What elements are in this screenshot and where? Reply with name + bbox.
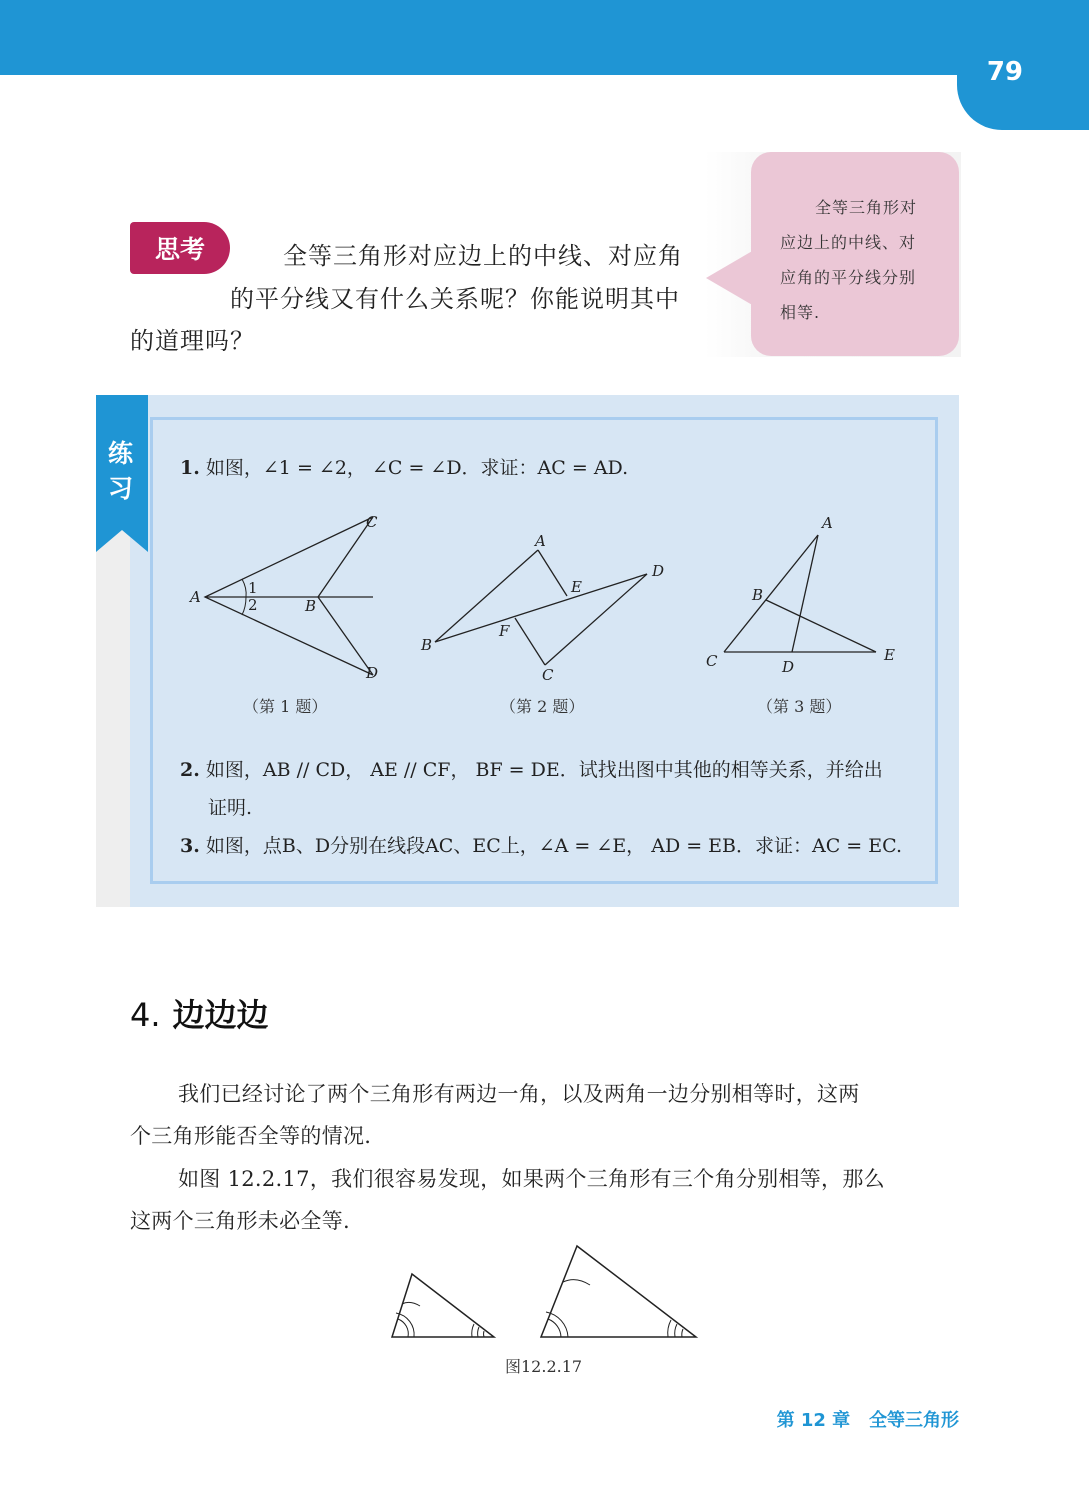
fig3-label-D: D [782, 658, 795, 676]
question-3-number: 3. [180, 835, 200, 857]
callout-line-4: 相等. [780, 303, 821, 322]
fig3-caption: （第 3 题） [757, 697, 842, 716]
callout-line-2: 应边上的中线、对 [780, 233, 917, 252]
practice-tab-char-2: 习 [108, 474, 134, 503]
question-1-number: 1. [180, 457, 200, 479]
fig1-label-D: D [366, 664, 379, 682]
think-text-line-3: 的道理吗？ [130, 327, 255, 355]
fig2-label-C: C [542, 666, 554, 684]
fig1-label-C: C [366, 513, 378, 531]
fig3-label-C: C [706, 652, 718, 670]
footer-chapter-title: 全等三角形 [869, 1410, 959, 1431]
question-2-text: 如图，AB // CD， AE // CF， BF = DE．试找出图中其他的相等关系，并给出 [205, 759, 883, 781]
figure-question-2 [415, 530, 680, 690]
fig2-label-A: A [535, 532, 546, 550]
figure-question-1 [180, 505, 390, 690]
callout-bubble [751, 152, 959, 356]
figure-12-2-17 [380, 1238, 710, 1348]
question-1 [180, 453, 628, 480]
callout-line-1: 全等三角形对 [815, 198, 918, 217]
header-bar [0, 0, 1089, 75]
section-title [130, 990, 269, 1036]
question-2-continuation: 证明. [208, 797, 253, 819]
think-text-line-2: 的平分线又有什么关系呢？你能说明其中 [230, 285, 680, 313]
callout-tail [706, 250, 754, 306]
fig1-label-angle-2: 2 [248, 596, 258, 614]
fig3-label-B: B [752, 586, 764, 604]
fig2-caption: （第 2 题） [500, 697, 585, 716]
question-2-number: 2. [180, 759, 200, 781]
callout-line-3: 应角的平分线分别 [780, 268, 917, 287]
question-1-text: 如图，∠1 = ∠2， ∠C = ∠D．求证：AC = AD. [205, 457, 629, 479]
fig3-label-A: A [822, 514, 833, 532]
figure-question-3 [700, 510, 910, 685]
fig1-label-A: A [190, 588, 201, 606]
paragraph-2-line-2: 这两个三角形未必全等. [130, 1209, 350, 1233]
think-text-line-1: 全等三角形对应边上的中线、对应角 [283, 242, 683, 270]
fig3-label-E: E [884, 646, 895, 664]
page-number: 79 [986, 57, 1023, 87]
fig2-label-D: D [652, 562, 665, 580]
practice-tab-char-1: 练 [108, 439, 134, 468]
fig1-caption: （第 1 题） [243, 697, 328, 716]
footer-chapter-number: 第 12 章 [776, 1410, 851, 1431]
fig1-label-B: B [305, 597, 317, 615]
question-3 [180, 831, 902, 858]
section-number: 4. [130, 996, 161, 1034]
question-2 [180, 755, 883, 782]
fig1-label-angle-1: 1 [248, 579, 258, 597]
think-badge: 思考 [130, 222, 230, 274]
paragraph-2-line-1: 如图 12.2.17，我们很容易发现，如果两个三角形有三个角分别相等，那么 [178, 1167, 885, 1191]
paragraph-1-line-2: 个三角形能否全等的情况. [130, 1124, 372, 1148]
footer-chapter [777, 1406, 959, 1432]
question-3-text: 如图，点B、D分别在线段AC、EC上，∠A = ∠E， AD = EB．求证：AC = EC. [205, 835, 903, 857]
page-number-tab [957, 30, 1089, 130]
fig2-label-F: F [499, 622, 510, 640]
section-heading: 边边边 [172, 996, 269, 1034]
fig2-label-B: B [421, 636, 433, 654]
figure-caption: 图12.2.17 [505, 1357, 583, 1376]
fig2-label-E: E [571, 578, 582, 596]
paragraph-1-line-1: 我们已经讨论了两个三角形有两边一角，以及两角一边分别相等时，这两 [178, 1082, 860, 1106]
